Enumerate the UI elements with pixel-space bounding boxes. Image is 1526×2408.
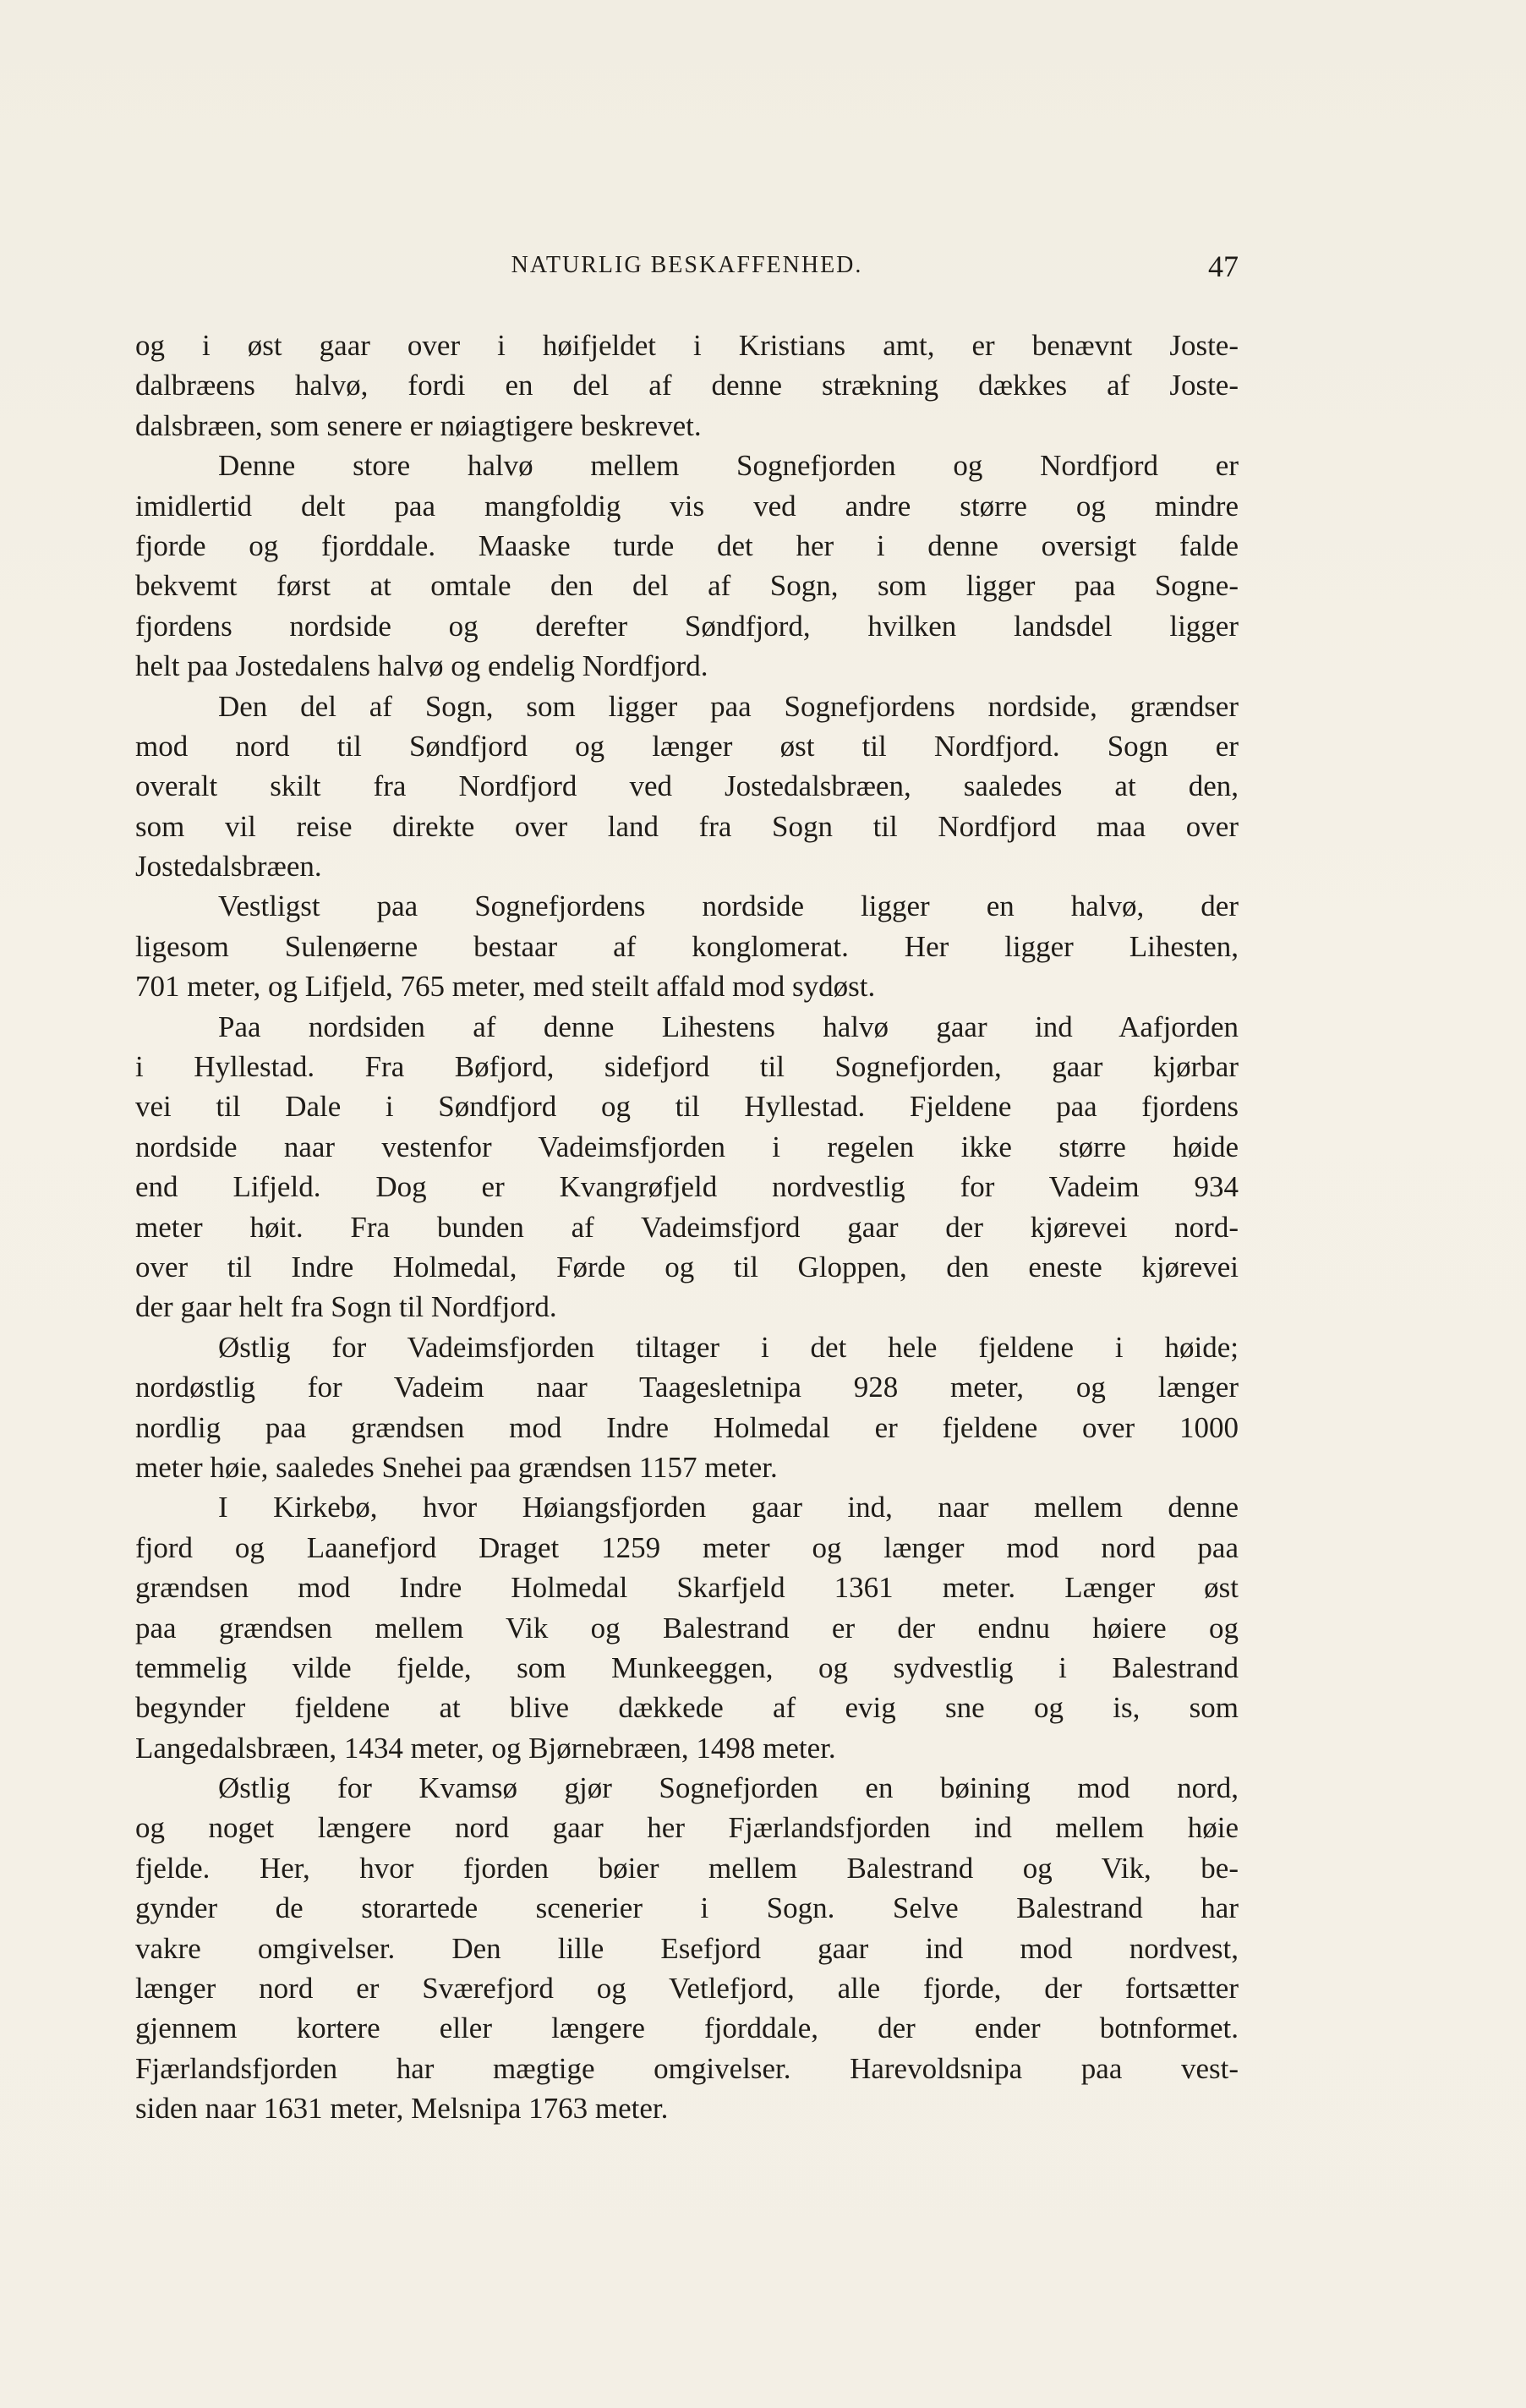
text-line: meter høie, saaledes Snehei paa grændsen 1157 meter.	[135, 1450, 778, 1484]
text-line: fjord og Laanefjord Draget 1259 meter og længer mod nord paa	[135, 1530, 1239, 1564]
text-line: Fjærlandsfjorden har mægtige omgivelser. Harevoldsnipa paa vest-	[135, 2051, 1239, 2085]
text-line: vakre omgivelser. Den lille Esefjord gaar ind mod nordvest,	[135, 1931, 1239, 1965]
text-line: overalt skilt fra Nordfjord ved Jostedalsbræen, saaledes at den,	[135, 769, 1239, 803]
text-line: gynder de storartede scenerier i Sogn. Selve Balestrand har	[135, 1891, 1239, 1925]
text-line: Paa nordsiden af denne Lihestens halvø gaar ind Aafjorden	[218, 1010, 1239, 1043]
text-line: gjennem kortere eller længere fjorddale, der ender botnformet.	[135, 2011, 1239, 2045]
text-line: der gaar helt fra Sogn til Nordfjord.	[135, 1290, 557, 1324]
text-line: grændsen mod Indre Holmedal Skarfjeld 1361 meter. Længer øst	[135, 1571, 1239, 1605]
text-line: nordlig paa grændsen mod Indre Holmedal er fjeldene over 1000	[135, 1410, 1239, 1444]
text-line: som vil reise direkte over land fra Sogn til Nordfjord maa over	[135, 809, 1239, 843]
text-line: fjorde og fjorddale. Maaske turde det her i denne oversigt falde	[135, 528, 1239, 562]
text-line: paa grændsen mellem Vik og Balestrand er der endnu høiere og	[135, 1611, 1239, 1645]
text-line: dalsbræen, som senere er nøiagtigere beskrevet.	[135, 408, 702, 442]
text-line: Vestligst paa Sognefjordens nordside ligger en halvø, der	[218, 889, 1239, 923]
running-head: NATURLIG BESKAFFENHED.	[511, 252, 863, 278]
text-line: ligesom Sulenøerne bestaar af konglomerat. Her ligger Lihesten,	[135, 929, 1239, 963]
text-line: meter høit. Fra bunden af Vadeimsfjord gaar der kjørevei nord-	[135, 1210, 1239, 1244]
text-line: dalbræens halvø, fordi en del af denne strækning dækkes af Joste-	[135, 369, 1239, 402]
body-text	[135, 326, 1239, 2129]
text-line: i Hyllestad. Fra Bøfjord, sidefjord til Sognefjorden, gaar kjørbar	[135, 1050, 1239, 1084]
text-line: Jostedalsbræen.	[135, 850, 322, 884]
text-line: bekvemt først at omtale den del af Sogn, som ligger paa Sogne-	[135, 569, 1239, 603]
text-line: vei til Dale i Søndfjord og til Hyllestad. Fjeldene paa fjordens	[135, 1090, 1239, 1124]
page-number: 47	[1208, 249, 1239, 283]
text-line: helt paa Jostedalens halvø og endelig Nordfjord.	[135, 649, 708, 683]
text-line: begynder fjeldene at blive dækkede af evig sne og is, som	[135, 1691, 1239, 1725]
text-line: Den del af Sogn, som ligger paa Sognefjordens nordside, grændser	[218, 689, 1239, 723]
text-line: længer nord er Sværefjord og Vetlefjord, alle fjorde, der fortsætter	[135, 1972, 1239, 2006]
text-line: Østlig for Kvamsø gjør Sognefjorden en bøining mod nord,	[218, 1771, 1239, 1805]
text-line: og noget længere nord gaar her Fjærlandsfjorden ind mellem høie	[135, 1811, 1239, 1845]
text-line: 701 meter, og Lifjeld, 765 meter, med steilt affald mod sydøst.	[135, 970, 876, 1004]
text-line: og i øst gaar over i høifjeldet i Kristians amt, er benævnt Joste-	[135, 329, 1239, 362]
text-line: temmelig vilde fjelde, som Munkeeggen, og sydvestlig i Balestrand	[135, 1650, 1239, 1684]
text-line: siden naar 1631 meter, Melsnipa 1763 meter.	[135, 2092, 669, 2126]
text-line: Østlig for Vadeimsfjorden tiltager i det hele fjeldene i høide;	[218, 1330, 1239, 1364]
text-line: end Lifjeld. Dog er Kvangrøfjeld nordvestlig for Vadeim 934	[135, 1170, 1239, 1204]
text-line: fjordens nordside og derefter Søndfjord, hvilken landsdel ligger	[135, 609, 1239, 643]
text-line: imidlertid delt paa mangfoldig vis ved andre større og mindre	[135, 489, 1239, 523]
page-header	[135, 250, 1239, 287]
text-line: I Kirkebø, hvor Høiangsfjorden gaar ind, naar mellem denne	[218, 1491, 1239, 1524]
text-line: fjelde. Her, hvor fjorden bøier mellem Balestrand og Vik, be-	[135, 1851, 1239, 1885]
text-line: Denne store halvø mellem Sognefjorden og Nordfjord er	[218, 449, 1239, 483]
text-line: mod nord til Søndfjord og længer øst til Nordfjord. Sogn er	[135, 729, 1239, 763]
text-line: nordside naar vestenfor Vadeimsfjorden i regelen ikke større høide	[135, 1130, 1239, 1163]
text-line: over til Indre Holmedal, Førde og til Gloppen, den eneste kjørevei	[135, 1250, 1239, 1283]
text-line: Langedalsbræen, 1434 meter, og Bjørnebræen, 1498 meter.	[135, 1731, 836, 1765]
text-line: nordøstlig for Vadeim naar Taagesletnipa 928 meter, og længer	[135, 1371, 1239, 1404]
